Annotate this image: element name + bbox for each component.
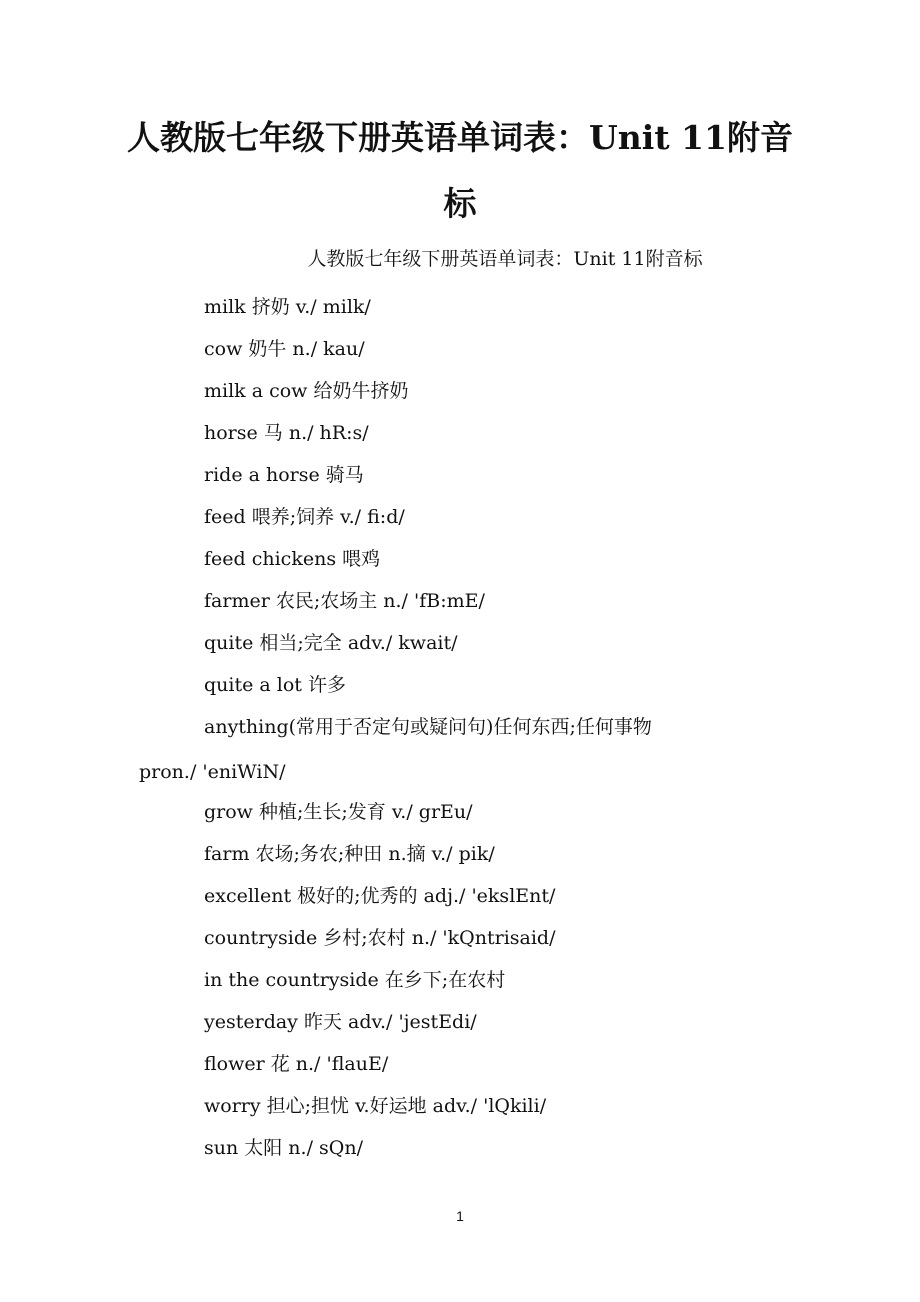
page-title: 人教版七年级下册英语单词表：Unit 11附音标 [127,118,793,223]
vocab-entry: grow 种植;生长;发育 v./ grEu/ [204,801,473,823]
vocab-entry: countryside 乡村;农村 n./ 'kQntrisaid/ [204,927,556,949]
vocab-entry: horse 马 n./ hR:s/ [204,422,369,444]
vocabulary-list [139,286,799,1169]
vocab-entry: farmer 农民;农场主 n./ 'fB:mE/ [204,590,485,612]
vocab-entry: quite a lot 许多 [204,674,346,696]
vocab-entry: yesterday 昨天 adv./ 'jestEdi/ [204,1011,477,1033]
vocab-entry: ride a horse 骑马 [204,464,364,486]
vocab-entry: milk 挤奶 v./ milk/ [204,296,371,318]
document-subtitle: 人教版七年级下册英语单词表：Unit 11附音标 [307,248,703,270]
vocab-entry-continuation: pron./ 'eniWiN/ [139,761,286,783]
page-number: 1 [456,1208,464,1224]
vocab-entry: in the countryside 在乡下;在农村 [204,969,506,991]
vocab-entry: excellent 极好的;优秀的 adj./ 'ekslEnt/ [204,885,556,907]
vocab-entry: flower 花 n./ 'flauE/ [204,1053,389,1075]
vocab-entry: sun 太阳 n./ sQn/ [204,1137,363,1159]
vocab-entry: feed chickens 喂鸡 [204,548,381,570]
vocab-entry: farm 农场;务农;种田 n.摘 v./ pik/ [204,843,495,865]
vocab-entry: milk a cow 给奶牛挤奶 [204,380,409,402]
vocab-entry: cow 奶牛 n./ kau/ [204,338,365,360]
vocab-entry: quite 相当;完全 adv./ kwait/ [204,632,458,654]
vocab-entry: feed 喂养;饲养 v./ fi:d/ [204,506,405,528]
vocab-entry: anything(常用于否定句或疑问句)任何东西;任何事物 [204,716,652,738]
vocab-entry: worry 担心;担忧 v.好运地 adv./ 'lQkili/ [204,1095,547,1117]
